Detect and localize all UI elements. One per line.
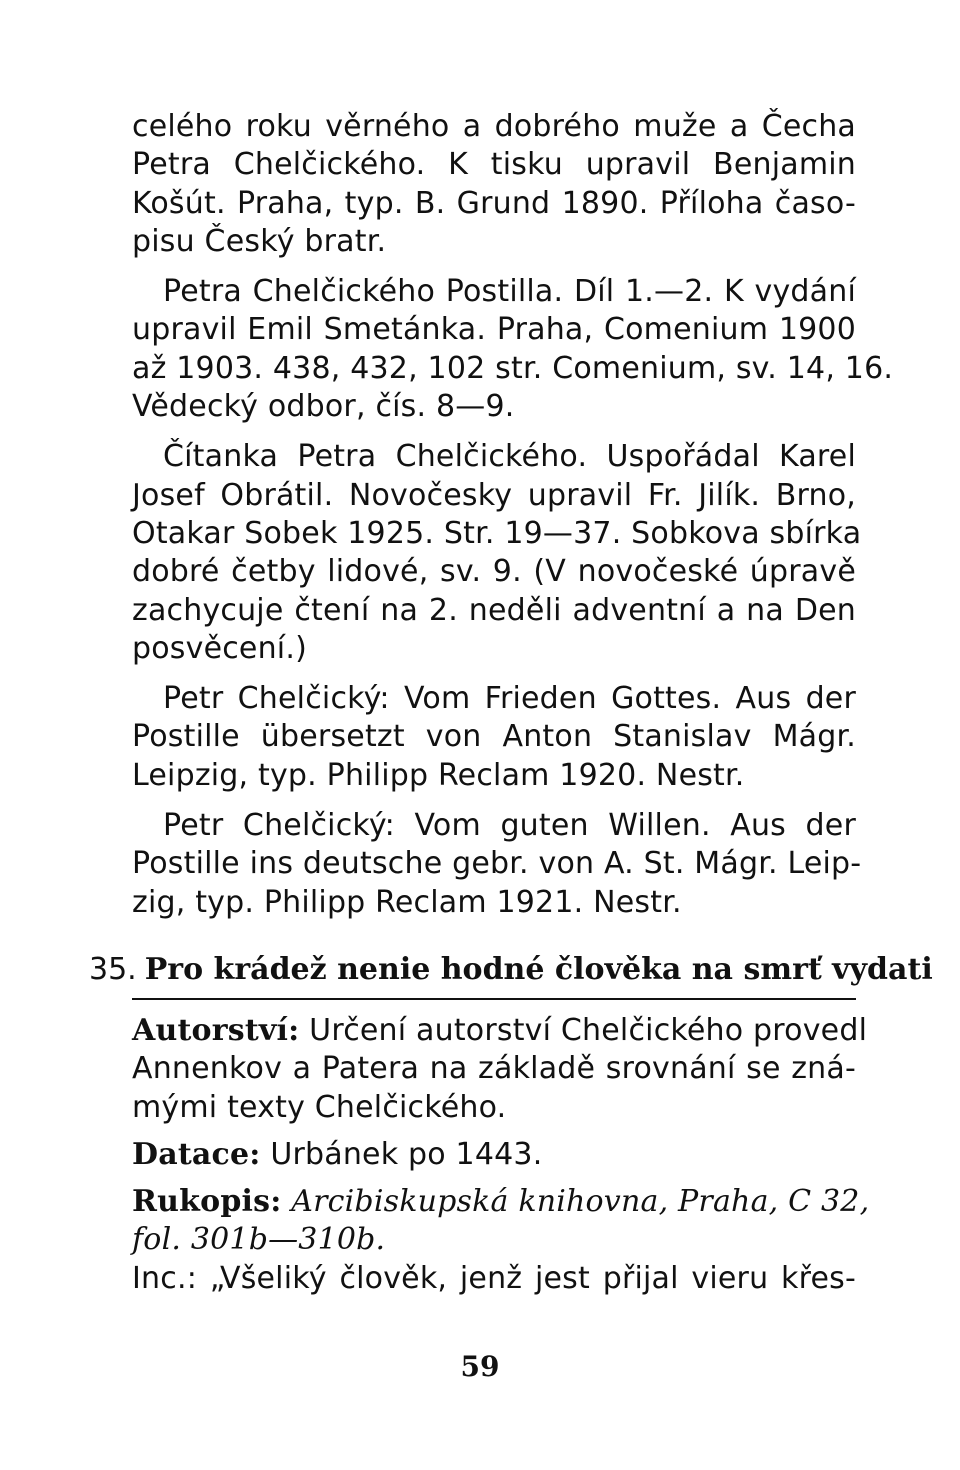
- bibliography-entry-5: [132, 807, 862, 922]
- dating-paragraph: [132, 1136, 856, 1174]
- section-metadata: [132, 1012, 870, 1298]
- text-line: fol. 301b—310b.: [132, 1222, 386, 1258]
- text-line: mými texty Chelčického.: [132, 1089, 507, 1125]
- text-line: Petr Chelčický: Vom guten Willen. Aus der: [163, 808, 856, 844]
- text-line: Postille ins deutsche gebr. von A. St. Mágr. Leip-: [132, 846, 862, 882]
- main-text: [132, 108, 894, 934]
- authorship-text: Určení autorství Chelčického provedl: [309, 1013, 868, 1048]
- text-line: Josef Obrátil. Novočesky upravil Fr. Jilík. Brno,: [132, 477, 856, 513]
- bibliography-entry-3: [132, 438, 862, 668]
- incipit-line: Inc.: „Všeliký člověk, jenž jest přijal vieru křes-: [132, 1260, 856, 1296]
- text-line: Košút. Praha, typ. B. Grund 1890. Příloha časo-: [132, 185, 856, 221]
- text-line: dobré četby lidové, sv. 9. (V novočeské úpravě: [132, 554, 856, 590]
- text-line: až 1903. 438, 432, 102 str. Comenium, sv. 14, 16.: [132, 350, 894, 386]
- manuscript-text: Arcibiskupská knihovna, Praha, C 32,: [291, 1184, 870, 1220]
- text-line: Petra Chelčického Postilla. Díl 1.—2. K vydání: [163, 274, 856, 310]
- page-number: 59: [460, 1350, 500, 1383]
- text-line: Otakar Sobek 1925. Str. 19—37. Sobkova sbírka: [132, 515, 862, 551]
- text-line: [132, 1136, 856, 1174]
- authorship-paragraph: [132, 1012, 868, 1127]
- section-heading: [89, 950, 933, 990]
- text-line: Vědecký odbor, čís. 8—9.: [132, 389, 515, 425]
- text-line: celého roku věrného a dobrého muže a Čecha: [132, 109, 856, 144]
- bibliography-entry-2: [132, 273, 894, 426]
- text-line: posvěcení.): [132, 630, 307, 666]
- text-line: Postille übersetzt von Anton Stanislav Mágr.: [132, 719, 856, 755]
- text-line: upravil Emil Smetánka. Praha, Comenium 1900: [132, 312, 856, 348]
- heading-rule: [132, 998, 856, 1000]
- bibliography-entry-4: [132, 680, 856, 795]
- text-line: Petra Chelčického. K tisku upravil Benjamin: [132, 147, 856, 183]
- text-line: Čítanka Petra Chelčického. Uspořádal Karel: [163, 439, 856, 475]
- bibliography-entry-1: [132, 108, 856, 261]
- text-line: [132, 1012, 868, 1050]
- text-line: zachycuje čtení na 2. neděli adventní a na Den: [132, 592, 856, 628]
- text-line: [132, 1183, 870, 1221]
- manuscript-paragraph: [132, 1183, 870, 1298]
- text-line: Annenkov a Patera na základě srovnání se zná-: [132, 1051, 856, 1087]
- dating-label: Datace:: [132, 1136, 261, 1172]
- text-line: pisu Český bratr.: [132, 223, 387, 259]
- section-number: 35.: [89, 952, 137, 987]
- text-line: Leipzig, typ. Philipp Reclam 1920. Nestr.: [132, 757, 745, 793]
- text-line: Petr Chelčický: Vom Frieden Gottes. Aus der: [163, 681, 856, 717]
- section-title: Pro krádež nenie hodné člověka na smrť vydati: [144, 952, 933, 987]
- authorship-label: Autorství:: [132, 1013, 300, 1048]
- dating-text: Urbánek po 1443.: [270, 1136, 543, 1172]
- manuscript-label: Rukopis:: [132, 1184, 282, 1220]
- text-line: zig, typ. Philipp Reclam 1921. Nestr.: [132, 884, 682, 920]
